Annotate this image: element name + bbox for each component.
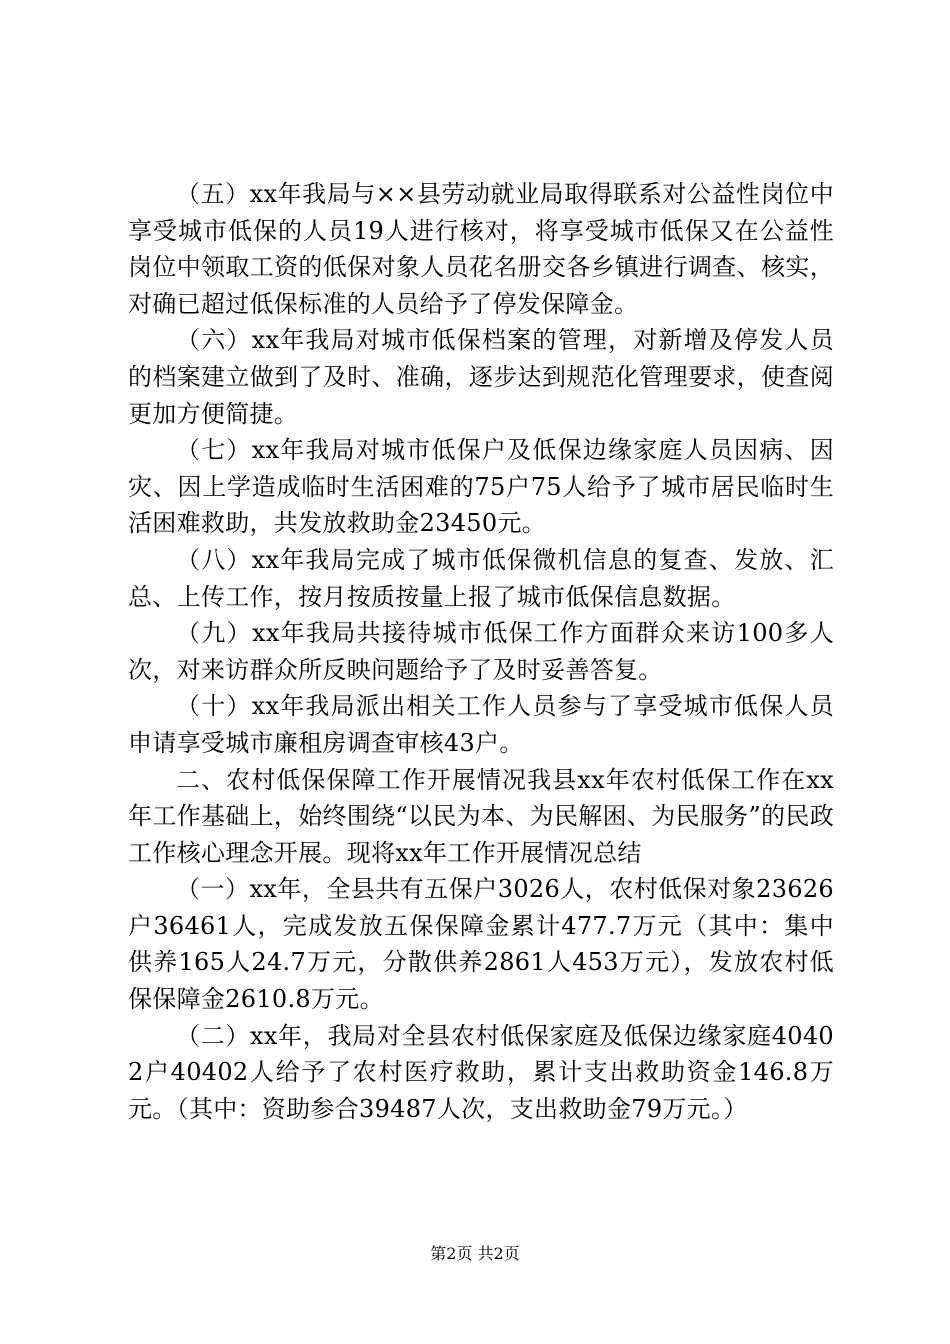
page-number-footer: 第2页 共2页	[430, 1244, 520, 1263]
paragraph-5: （五）xx年我局与××县劳动就业局取得联系对公益性岗位中享受城市低保的人员19人进行核对，将享受城市低保又在公益性岗位中领取工资的低保对象人员花名册交各乡镇进行调查、核实，对确已超过低保标准的人员给予了停发保障金。	[128, 180, 834, 318]
paragraph-6: （六）xx年我局对城市低保档案的管理，对新增及停发人员的档案建立做到了及时、准确，逐步达到规范化管理要求，使查阅更加方便简捷。	[128, 326, 834, 428]
paragraph-7: （七）xx年我局对城市低保户及低保边缘家庭人员因病、因灾、因上学造成临时生活困难的75户75人给予了城市居民临时生活困难救助，共发放救助金23450元。	[128, 436, 834, 538]
rural-paragraph-2: （二）xx年，我局对全县农村低保家庭及低保边缘家庭40402户40402人给予了农村医疗救助，累计支出救助资金146.8万元。（其中：资助参合39487人次，支出救助金79万元。）	[128, 1021, 834, 1123]
rural-paragraph-1: （一）xx年，全县共有五保户3026人，农村低保对象23626户36461人，完成发放五保保障金累计477.7万元（其中：集中供养165人24.7万元，分散供养2861人453万元），发放农村低保保障金2610.8万元。	[128, 875, 834, 1014]
paragraph-8: （八）xx年我局完成了城市低保微机信息的复查、发放、汇总、上传工作，按月按质按量上报了城市低保信息数据。	[128, 545, 834, 611]
document-body	[128, 176, 834, 1127]
paragraph-9: （九）xx年我局共接待城市低保工作方面群众来访100多人次，对来访群众所反映问题给予了及时妥善答复。	[128, 619, 834, 684]
section-heading-rural: 二、农村低保保障工作开展情况我县xx年农村低保工作在xx年工作基础上，始终围绕“以民为本、为民解困、为民服务”的民政工作核心理念开展。现将xx年工作开展情况总结	[128, 765, 834, 867]
paragraph-10: （十）xx年我局派出相关工作人员参与了享受城市低保人员申请享受城市廉租房调查审核43户。	[128, 692, 834, 757]
